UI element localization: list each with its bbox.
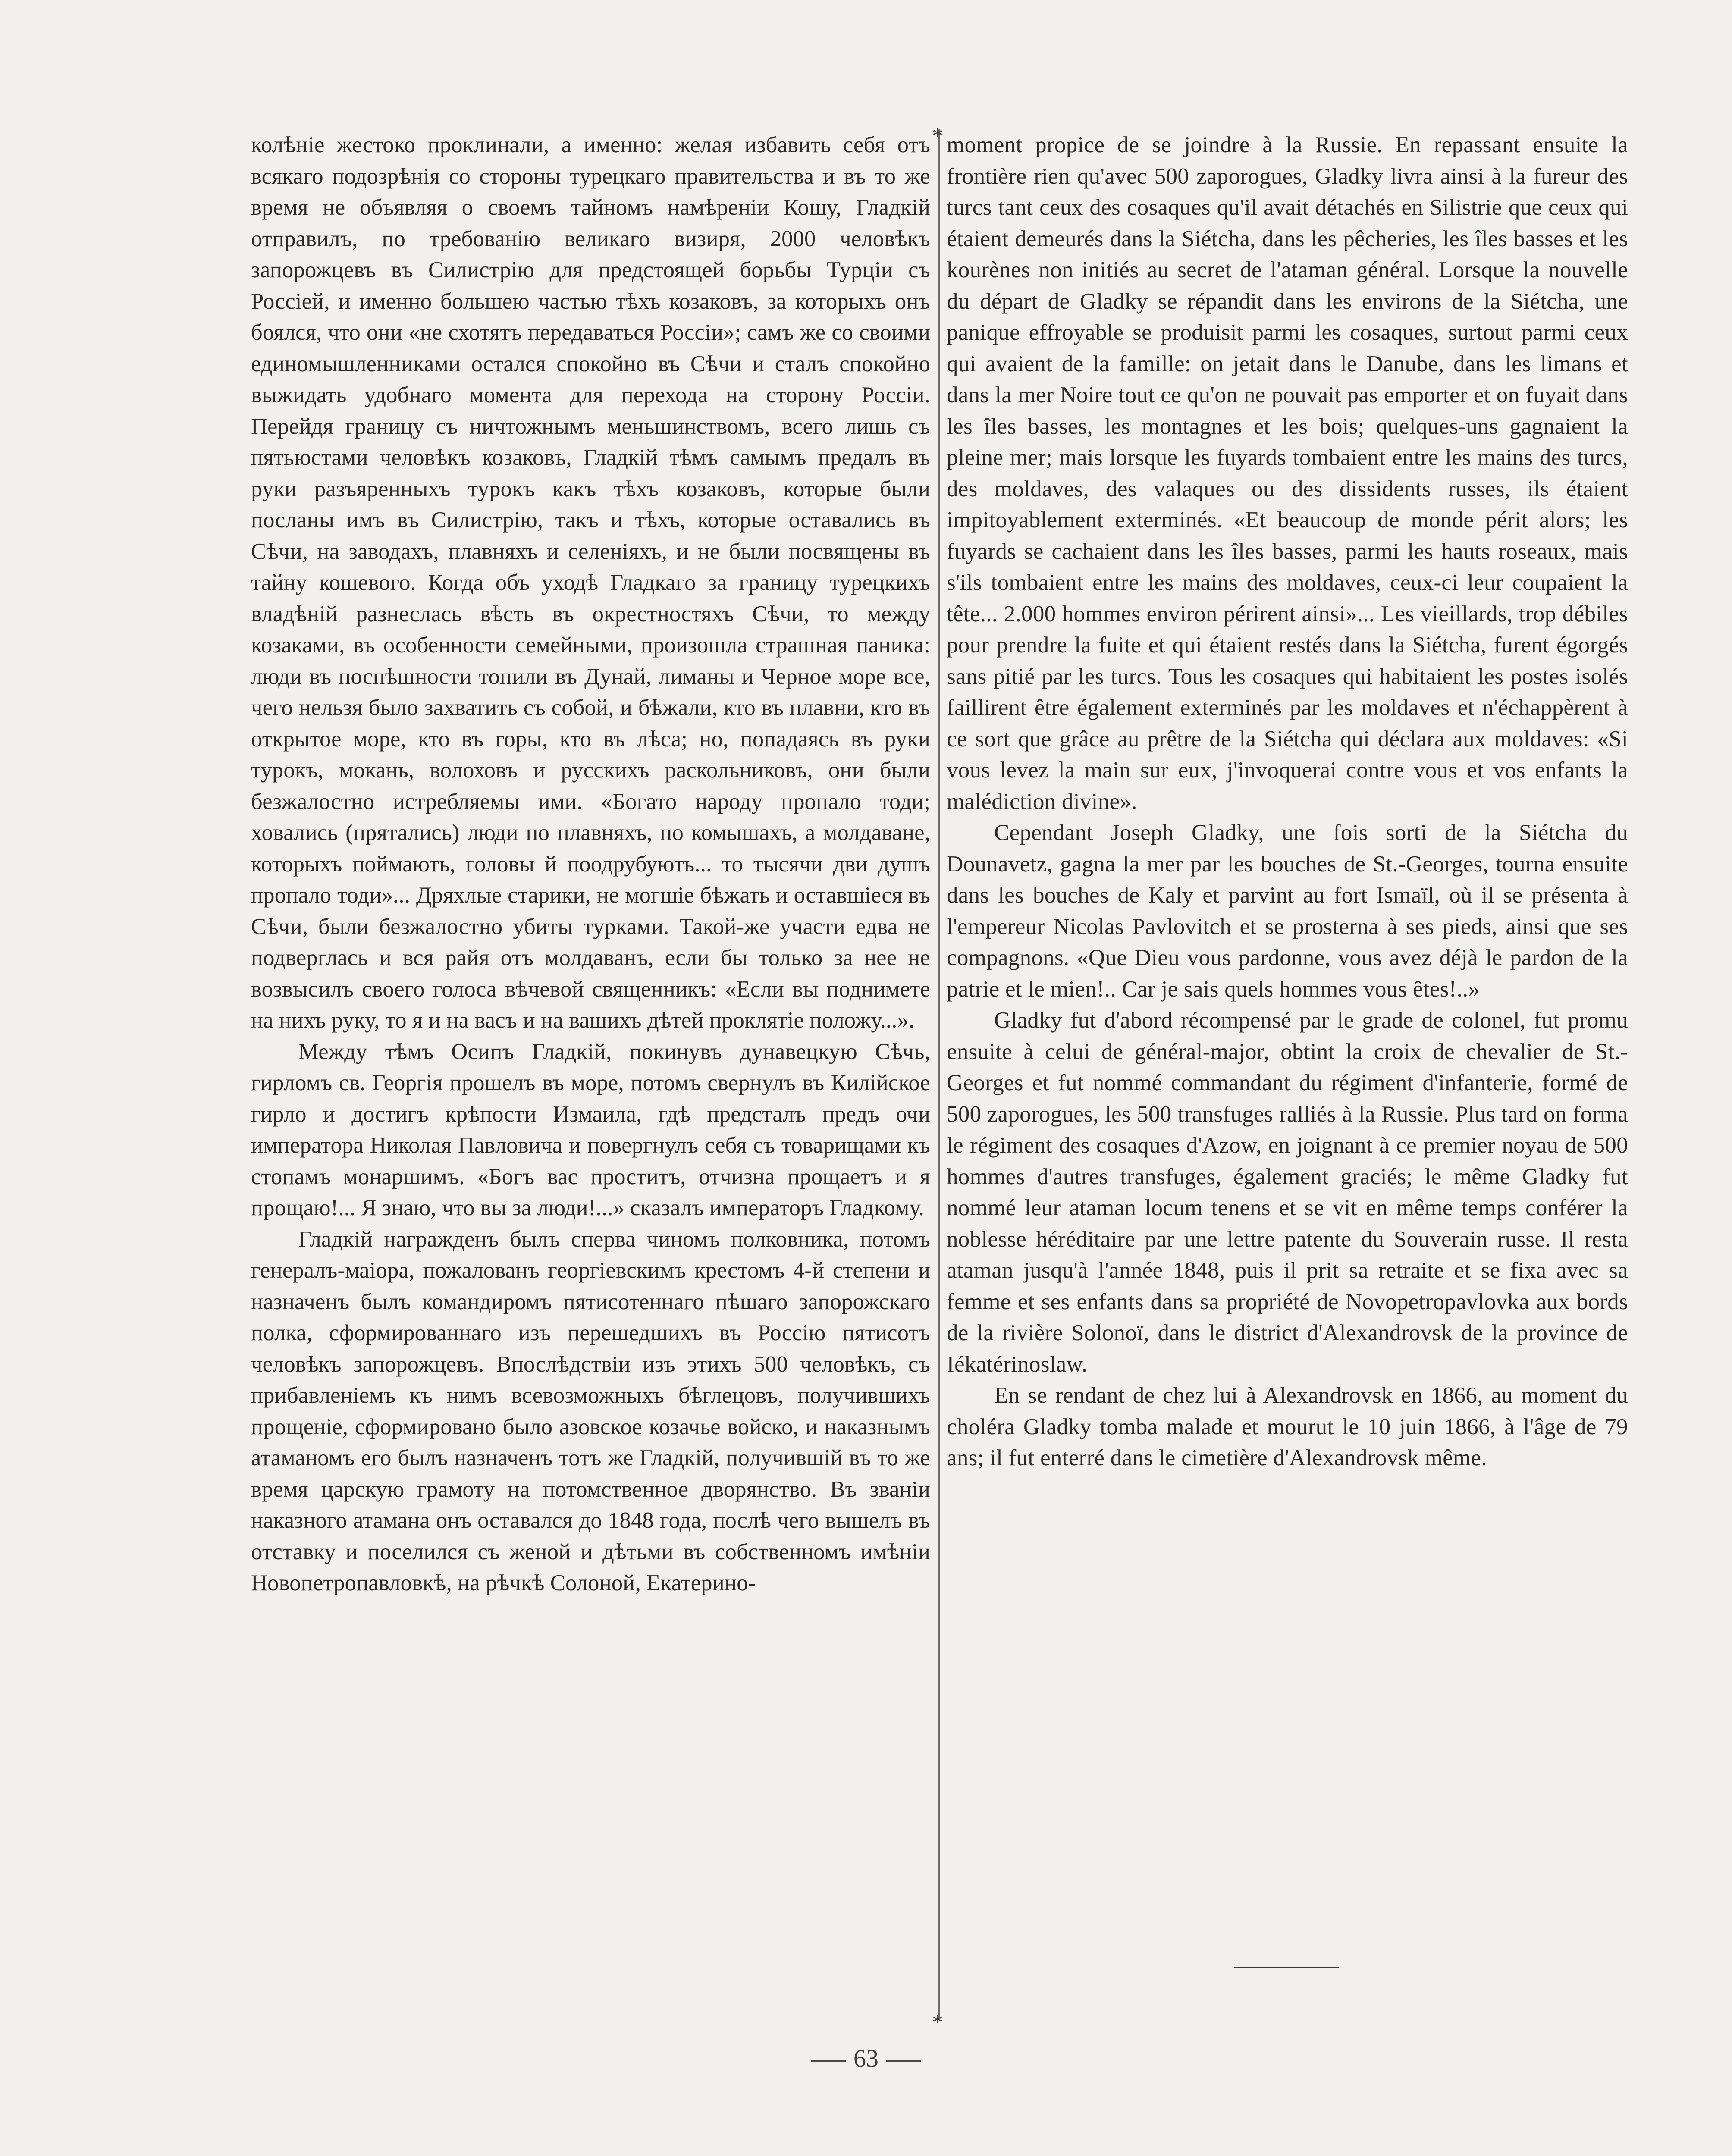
divider-ornament-top-icon: * (932, 124, 943, 148)
divider-ornament-bottom-icon: * (932, 2010, 943, 2035)
page-number-dash-right (886, 2060, 921, 2062)
paragraph-fr-4: En se rendant de chez lui à Alexandrovsk en 1866, au moment du choléra Gladky tomba malade et mourut le 10 juin 1866, à l'âge de 79 ans; il fut enterré dans le cimetière d'Alexandrovsk même. (947, 1383, 1628, 1470)
right-column-french (947, 129, 1628, 1474)
paragraph-fr-1: moment propice de se joindre à la Russie. En repassant ensuite la frontière rien qu'avec 500 zaporogues, Gladky livra ainsi à la fureur des turcs tant ceux des cosaques qu'il avait détachés en Silistrie que ceux qui étaient demeurés dans la Siétcha, dans les pêcheries, les îles basses et les kourènes non initiés au secret de l'ataman général. Lorsque la nouvelle du départ de Gladky se répandit dans les environs de la Siétcha, une panique effroyable se produisit parmi les cosaques, surtout parmi ceux qui avaient de la famille: on jetait dans le Danube, dans les limans et dans la mer Noire tout ce qu'on ne pouvait pas emporter et on fuyait dans les îles basses, les montagnes et les bois; quelques-uns gagnaient la pleine mer; mais lorsque les fuyards tombaient entre les mains des turcs, des moldaves, des valaques ou des dissidents russes, ils étaient impitoyablement exterminés. «Et beaucoup de monde périt alors; les fuyards se cachaient dans les îles basses, parmi les hauts roseaux, mais s'ils tombaient entre les mains des moldaves, ceux-ci leur coupaient la tête... 2.000 hommes environ périrent ainsi»... Les vieillards, trop débiles pour prendre la fuite et qui étaient restés dans la Siétcha, furent égorgés sans pitié par les turcs. Tous les cosaques qui habitaient les postes isolés faillirent être également exterminés par les moldaves et n'échappèrent à ce sort que grâce au prêtre de la Siétcha qui déclara aux moldaves: «Si vous levez la main sur eux, j'invoquerai contre vous et vos enfants la malédiction divine». (947, 132, 1628, 814)
page-number: 63 (853, 2044, 879, 2072)
paragraph-fr-3: Gladky fut d'abord récompensé par le grade de colonel, fut promu ensuite à celui de général-major, obtint la croix de chevalier de St.-Georges et fut nommé commandant du régiment d'infanterie, formé de 500 zaporogues, les 500 transfuges ralliés à la Russie. Plus tard on forma le régiment des cosaques d'Azow, en joignant à ce premier noyau de 500 hommes d'autres transfuges, également graciés; le même Gladky fut nommé leur ataman locum tenens et se vit en même temps conférer la noblesse héréditaire par une lettre patente du Souverain russe. Il resta ataman jusqu'à l'année 1848, puis il prit sa retraite et se fixa avec sa femme et ses enfants dans sa propriété de Novopetropavlovka aux bords de la rivière Solonoï, dans le district d'Alexandrovsk de la province de Iékatérinoslaw. (947, 1008, 1628, 1377)
paragraph-ru-3: Гладкій награжденъ былъ сперва чиномъ полковника, потомъ генералъ-маіора, пожалованъ георгіевскимъ крестомъ 4-й степени и назначенъ былъ командиромъ пятисотеннаго пѣшаго запорожскаго полка, сформированнаго изъ перешедшихъ въ Россію пятисотъ человѣкъ запорожцевъ. Впослѣдствіи изъ этихъ 500 человѣкъ, съ прибавленіемъ къ нимъ всевозможныхъ бѣглецовъ, получившихъ прощеніе, сформировано было азовское козачье войско, и наказнымъ атаманомъ его былъ назначенъ тотъ же Гладкій, получившій въ то же время царскую грамоту на потомственное дворянство. Въ званіи наказного атамана онъ оставался до 1848 года, послѣ чего вышелъ въ отставку и поселился съ женой и дѣтьми въ собственномъ имѣніи Новопетропавловкѣ, на рѣчкѣ Солоной, Екатерино- (251, 1226, 930, 1595)
page-number-dash-left (811, 2060, 846, 2062)
paragraph-ru-1: колѣніе жестоко проклинали, а именно: желая избавить себя отъ всякаго подозрѣнія со стороны турецкаго правительства и въ то же время не объявляя о своемъ тайномъ намѣреніи Кошу, Гладкій отправилъ, по требованію великаго визиря, 2000 человѣкъ запорожцевъ въ Силистрію для предстоящей борьбы Турціи съ Россіей, и именно большею частью тѣхъ козаковъ, за которыхъ онъ боялся, что они «не схотятъ передаваться Россіи»; самъ же со своими единомышленниками остался спокойно въ Сѣчи и сталъ спокойно выжидать удобнаго момента для перехода на сторону Россіи. Перейдя границу съ ничтожнымъ меньшинствомъ, всего лишь съ пятьюстами человѣкъ козаковъ, Гладкій тѣмъ самымъ предалъ въ руки разъяренныхъ турокъ какъ тѣхъ козаковъ, которые были посланы имъ въ Силистрію, такъ и тѣхъ, которые оставались въ Сѣчи, на заводахъ, плавняхъ и селеніяхъ, и не были посвящены въ тайну кошевого. Когда объ уходѣ Гладкаго за границу турецкихъ владѣній разнеслась вѣсть въ окрестностяхъ Сѣчи, то между козаками, въ особенности семейными, произошла страшная паника: люди въ поспѣшности топили въ Дунай, лиманы и Черное море все, чего нельзя было захватить съ собой, и бѣжали, кто въ плавни, кто въ открытое море, кто въ горы, кто въ лѣса; но, попадаясь въ руки турокъ, мокань, волоховъ и русскихъ раскольниковъ, они были безжалостно истребляемы ими. «Богато народу пропало тоди; ховались (прятались) люди по плавняхъ, по комышахъ, а молдаване, которыхъ поймають, головы й поодрубують... то тысячи дви душъ пропало тоди»... Дряхлые старики, не могшіе бѣжать и оставшіеся въ Сѣчи, были безжалостно убиты турками. Такой-же участи едва не подверглась и вся райя отъ молдаванъ, если бы только за нее не возвысилъ своего голоса вѣчевой священникъ: «Если вы поднимете на нихъ руку, то я и на васъ и на вашихъ дѣтей проклятіе положу...». (251, 132, 930, 1033)
column-divider (938, 129, 940, 2018)
left-column-russian (251, 129, 930, 1599)
section-end-rule (1234, 1967, 1339, 1968)
paragraph-fr-2: Cependant Joseph Gladky, une fois sorti de la Siétcha du Dounavetz, gagna la mer par les bouches de St.-Georges, tourna ensuite dans les bouches de Kaly et parvint au fort Ismaïl, où il se présenta à l'empereur Nicolas Pavlovitch et se prosterna à ses pieds, ainsi que ses compagnons. «Que Dieu vous pardonne, vous avez déjà le pardon de la patrie et le mien!.. Car je sais quels hommes vous êtes!..» (947, 820, 1628, 1002)
paragraph-ru-2: Между тѣмъ Осипъ Гладкій, покинувъ дунавецкую Сѣчь, гирломъ св. Георгія прошелъ въ море, потомъ свернулъ въ Килійское гирло и достигъ крѣпости Измаила, гдѣ предсталъ предъ очи императора Николая Павловича и повергнулъ себя съ товарищами къ стопамъ монаршимъ. «Богъ вас проститъ, отчизна прощаетъ и я прощаю!... Я знаю, что вы за люди!...» сказалъ императоръ Гладкому. (251, 1039, 930, 1220)
page-footer (0, 2044, 1732, 2073)
